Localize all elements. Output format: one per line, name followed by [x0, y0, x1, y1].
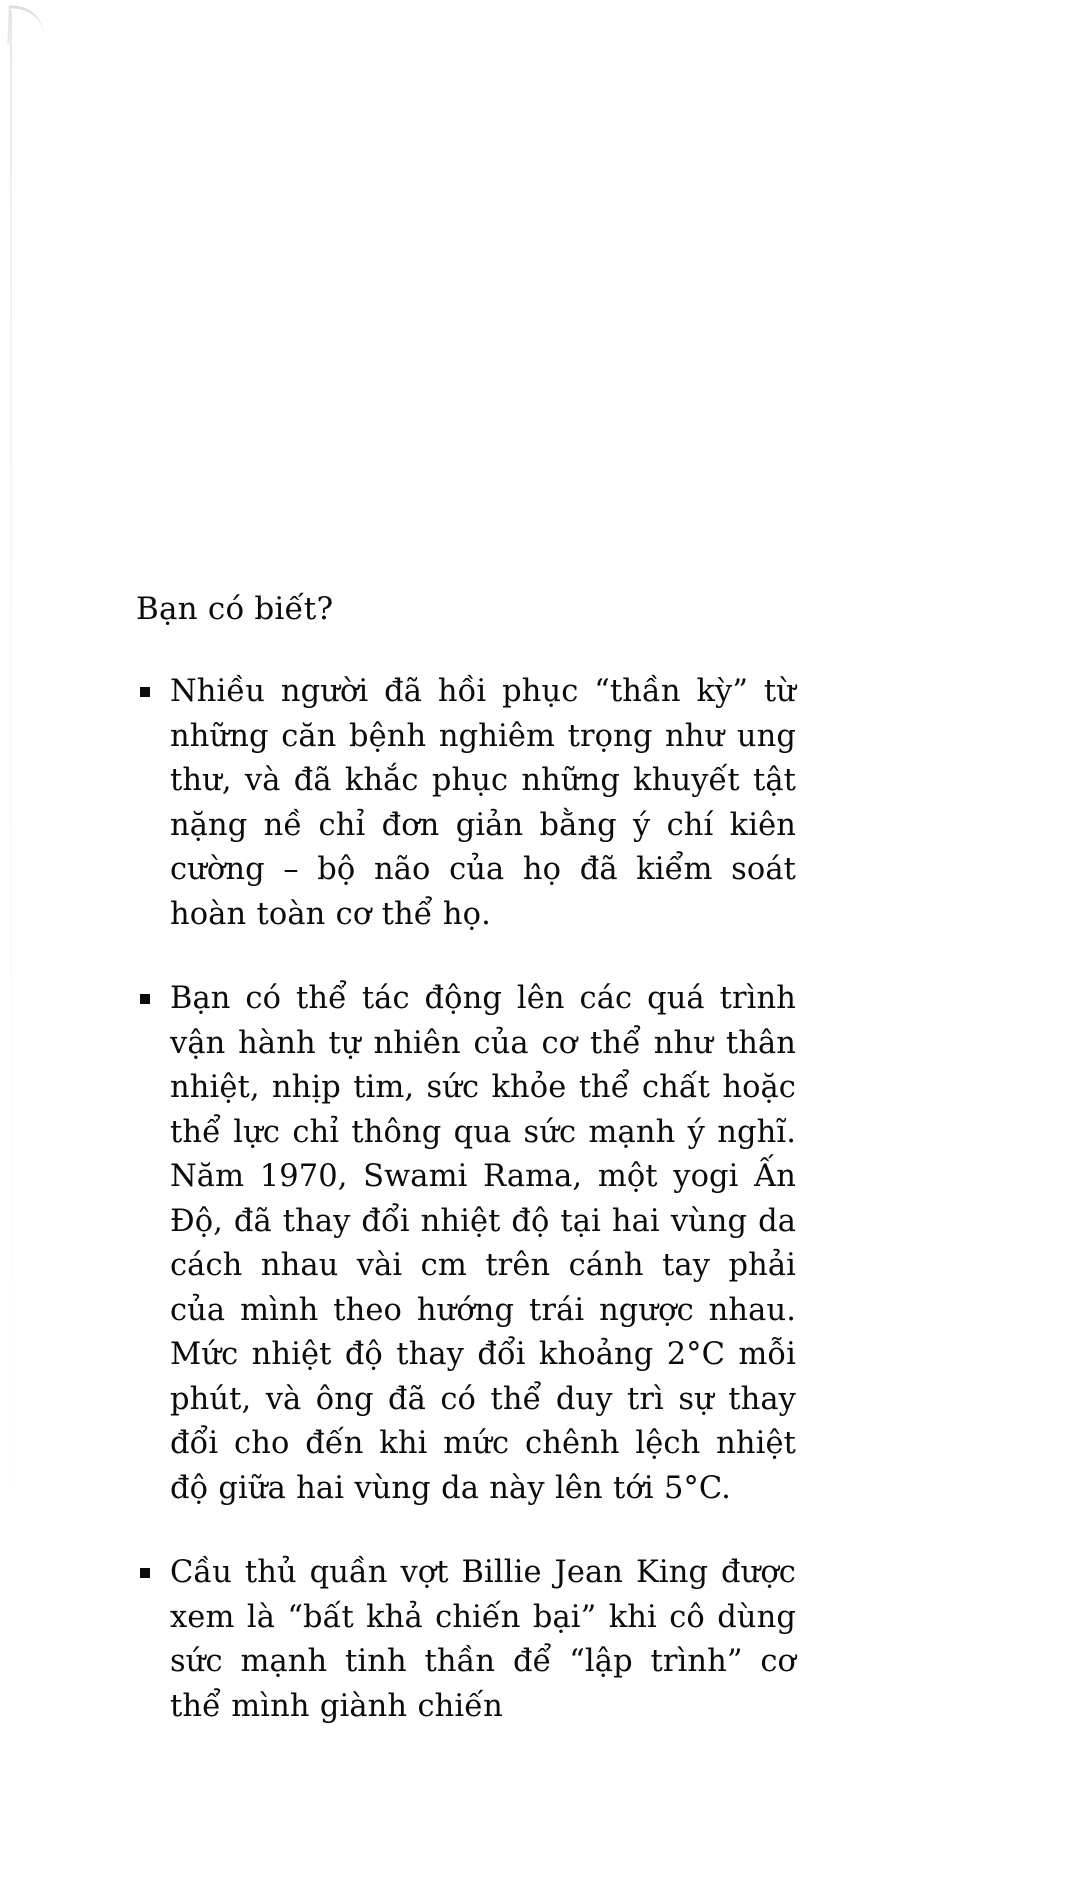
list-item-text: Bạn có thể tác động lên các quá trình vận hành tự nhiên của cơ thể như thân nhiệt, nhịp tim, sức khỏe thể chất hoặc thể lực chỉ thông qua sức mạnh ý nghĩ. Năm 1970, Swami Rama, một yogi Ấn Độ, đã thay đổi nhiệt độ tại hai vùng da cách nhau vài cm trên cánh tay phải của mình theo hướng trái ngược nhau. Mức nhiệt độ thay đổi khoảng 2°C mỗi phút, và ông đã có thể duy trì sự thay đổi cho đến khi mức chênh lệch nhiệt độ giữa hai vùng da này lên tới 5°C. — [170, 981, 796, 1506]
square-bullet-icon — [140, 1568, 150, 1578]
square-bullet-icon — [140, 687, 150, 697]
scan-edge-artifact — [0, 0, 46, 1888]
list-item — [136, 977, 796, 1511]
bullet-list — [136, 670, 796, 1729]
list-item-text: Nhiều người đã hồi phục “thần kỳ” từ những căn bệnh nghiêm trọng như ung thư, và đã khắc phục những khuyết tật nặng nề chỉ đơn giản bằng ý chí kiên cường – bộ não của họ đã kiểm soát hoàn toàn cơ thể họ. — [170, 674, 796, 932]
page-content — [136, 592, 796, 1729]
square-bullet-icon — [140, 994, 150, 1004]
page-edge-line — [10, 10, 12, 1888]
list-item — [136, 670, 796, 937]
list-item-text: Cầu thủ quần vợt Billie Jean King được xem là “bất khả chiến bại” khi cô dùng sức mạnh tinh thần để “lập trình” cơ thể mình giành chiến — [170, 1555, 796, 1724]
page-corner-curl-icon — [7, 5, 44, 45]
list-item — [136, 1551, 796, 1729]
section-heading: Bạn có biết? — [136, 591, 334, 627]
